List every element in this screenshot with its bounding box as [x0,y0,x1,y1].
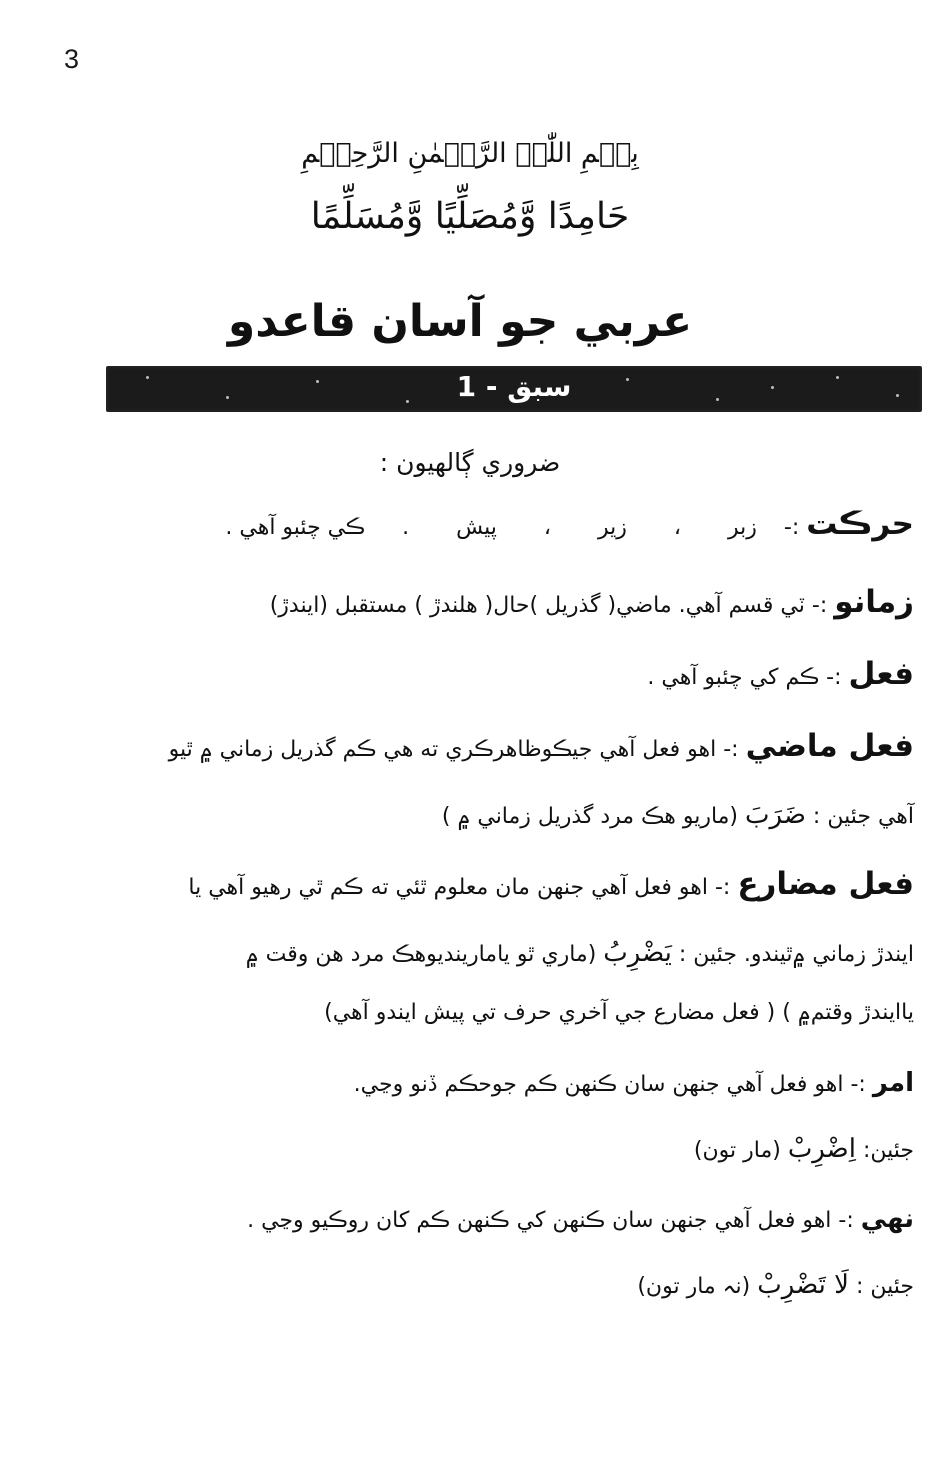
term-zamano: زمانو [834,584,914,620]
arabic-example: لَا تَضْرِبْ [757,1270,849,1300]
fel-mazare-example [246,938,914,969]
arabic-example: ضَرَبَ [745,800,806,830]
example-prefix: ايندڙ زماني ۾ٿيندو. جئين : [678,942,914,967]
invocation-line: حَامِدًا وَّمُصَلِّيًا وَّمُسَلِّمًا [310,196,630,237]
harakat-item: . [402,515,410,540]
term-separator: :- [783,515,800,540]
definition-text: :- اهو فعل آهي جنهن سان ڪنهن ڪم جوحڪم ڏنو وڃي. [353,1072,866,1097]
entry-amr [354,1068,914,1099]
section-subheading: ضروري ڳالهيون : [379,448,561,477]
term-fel: فعل [848,656,914,692]
term-amr: امر [872,1068,914,1098]
entry-fel-mazare [188,866,914,903]
harakat-item: زير [598,515,627,540]
entry-nahi [247,1204,914,1235]
lesson-label: سبق - 1 [456,370,572,403]
harakat-item: ڪي چئبو آهي . [225,515,366,540]
nahi-example [637,1270,914,1301]
example-prefix: جئين: [862,1138,914,1163]
example-prefix: جئين : [855,1274,914,1299]
example-meaning: (ماري ٿو يامارينديوهڪ مرد هن وقت ۾ [245,942,597,967]
entry-fel [647,656,914,693]
arabic-example: اِضْرِبْ [787,1134,856,1164]
entry-fel-mazi [169,728,914,765]
term-fel-mazi: فعل ماضي [745,728,914,764]
lesson-banner [106,366,922,412]
example-prefix: آهي جئين : [812,804,914,829]
harakat-item: پيش [456,515,497,540]
amr-example [694,1134,914,1165]
definition-text: :- اهو فعل آهي جيڪوظاهرڪري ته هي ڪم گذريل زماني ۾ ٿيو [168,737,739,762]
example-meaning: (مار تون) [693,1138,781,1163]
basmala: بِسۡمِ اللّٰہِ الرَّحۡمٰنِ الرَّحِیۡمِ [301,138,639,169]
entry-harakat [225,506,914,543]
entry-zamano [270,584,914,621]
example-meaning: (نہ مار تون) [637,1274,751,1299]
definition-text: :- اهو فعل آهي جنهن سان ڪنهن کي ڪنهن ڪم کان روڪيو وڃي . [247,1208,854,1233]
term-harakat: حرڪت [806,506,914,542]
fel-mazare-note: ياايندڙ وقتم۾ ) ( فعل مضارع جي آخري حرف تي پيش ايندو آهي) [324,1000,914,1025]
page-number: 3 [64,44,80,74]
harakat-item: ، [543,515,552,540]
harakat-item: ، [673,515,682,540]
definition-text: :- ٽي قسم آهي. ماضي( گذريل )حال( هلندڙ ) مستقبل (ايندڙ) [269,593,828,618]
example-meaning: (ماريو هڪ مرد گذريل زماني ۾ ) [441,804,739,829]
arabic-example: يَضْرِبُ [603,938,672,968]
harakat-item: زبر [728,515,757,540]
definition-text: :- ڪم کي چئبو آهي . [647,665,842,690]
term-nahi: نهي [860,1204,914,1234]
term-fel-mazare: فعل مضارع [737,866,914,902]
page-title: عربي جو آسان قاعدو [227,296,693,347]
definition-text: :- اهو فعل آهي جنهن مان معلوم ٿئي ته ڪم ٿي رهيو آهي يا [188,875,731,900]
fel-mazi-example [442,800,914,831]
